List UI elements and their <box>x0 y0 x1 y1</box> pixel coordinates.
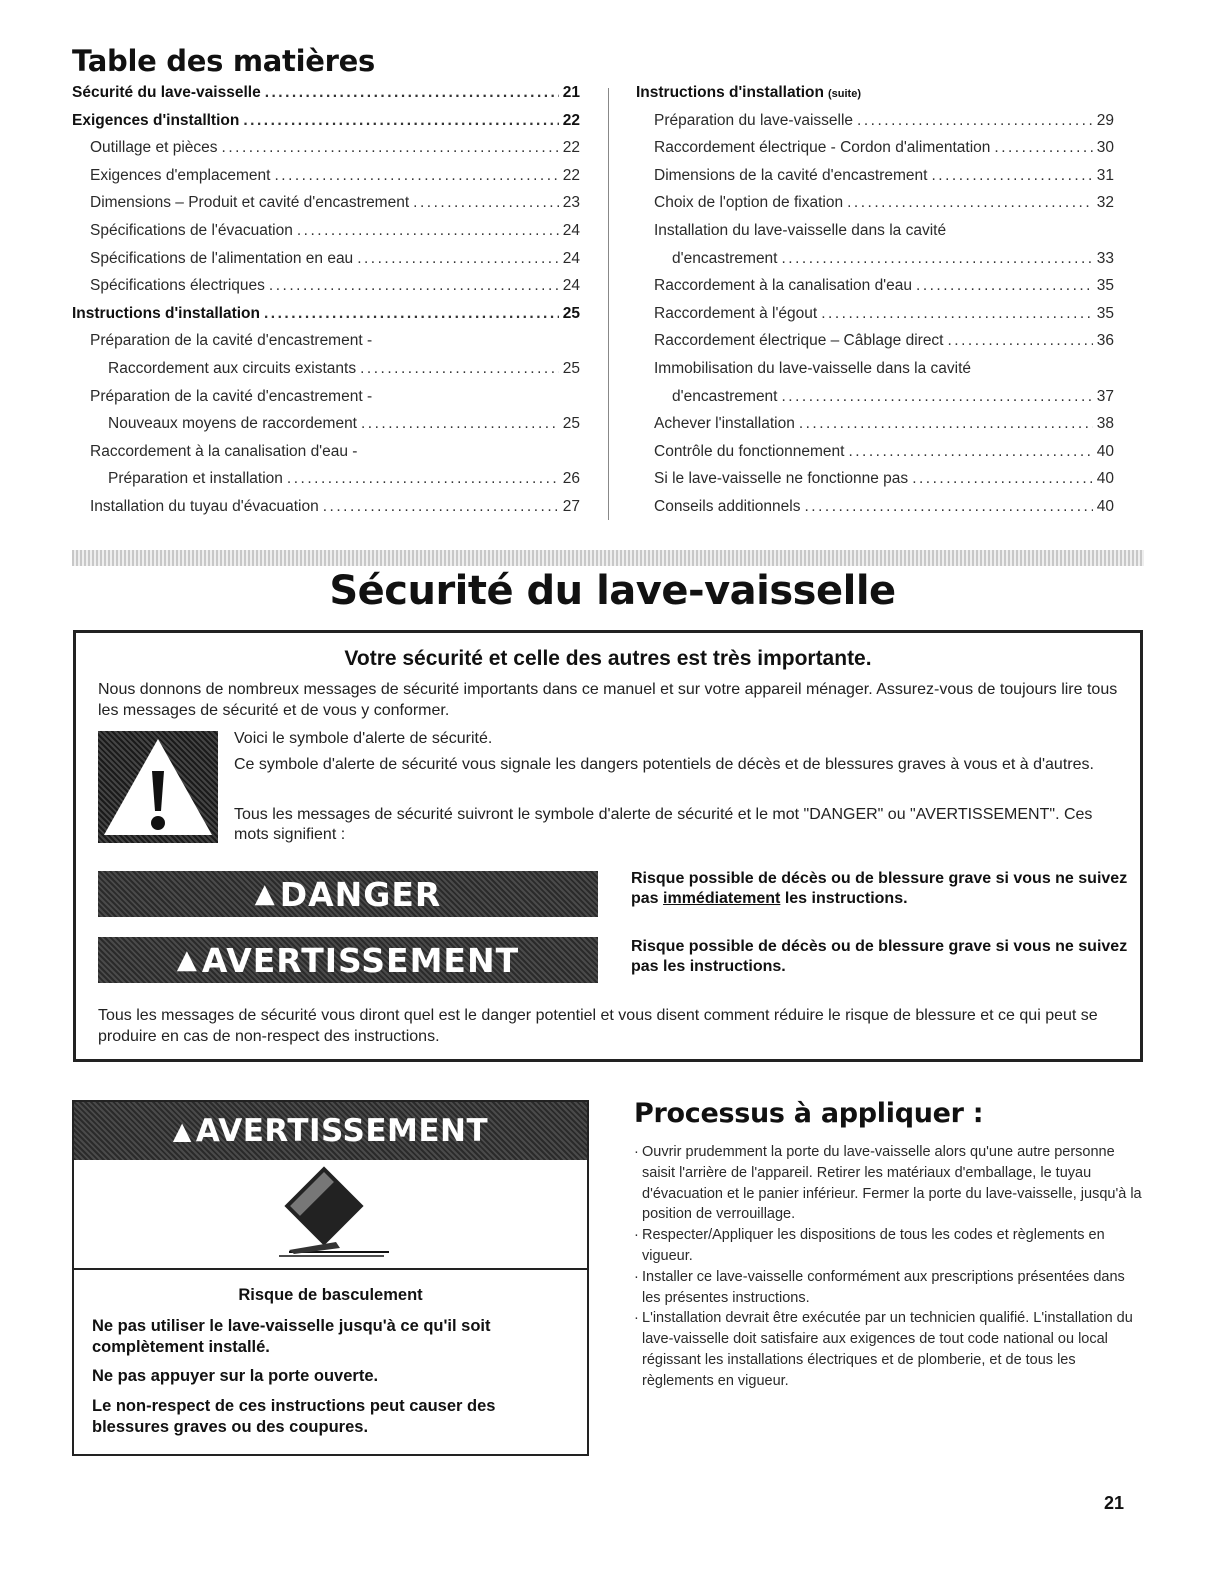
warning-line-2: Ne pas appuyer sur la porte ouverte. <box>92 1367 379 1385</box>
toc-entry-page: 40 <box>1096 442 1114 460</box>
toc-leader-dots <box>265 84 559 102</box>
toc-title: Table des matières <box>72 44 375 78</box>
toc-entry[interactable] <box>72 139 580 167</box>
safety-outro: Tous les messages de sécurité vous diront quel est le danger potentiel et vous disent comment réduire le risque de blessure et ce qui peut se produire en cas de non-respect des instructions. <box>98 1007 1098 1045</box>
symbol-line: Voici le symbole d'alerte de sécurité. <box>234 730 493 747</box>
toc-entry[interactable] <box>72 498 580 526</box>
toc-entry-page: 22 <box>562 166 580 184</box>
toc-entry[interactable] <box>72 250 580 278</box>
toc-entry-page: 37 <box>1096 387 1114 405</box>
process-item: · L'installation devrait être exécutée par un technicien qualifié. L'installation du lave-vaisselle doit satisfaire aux exigences de tout code national ou local régissant les installations électriques et de plomberie, et de tous les règlements en vigueur. <box>634 1308 1144 1391</box>
process-item: · Ouvrir prudemment la porte du lave-vaisselle alors qu'une autre personne saisit l'arrière de l'appareil. Retirer les matériaux d'emballage, le tuyau d'évacuation et le panier inférieur. Fermer la porte du lave-vaisselle, jusqu'à la position de verrouillage. <box>634 1142 1144 1225</box>
alert-triangle-icon <box>98 731 218 843</box>
toc-entry-title: Nouveaux moyens de raccordement <box>108 415 357 433</box>
toc-entry[interactable] <box>636 388 1114 416</box>
toc-entry[interactable] <box>72 222 580 250</box>
warning-signal-bar <box>98 937 598 983</box>
page-number: 21 <box>1104 1493 1125 1513</box>
safety-heading: Votre sécurité et celle des autres est très importante. <box>344 647 872 670</box>
process-title: Processus à appliquer : <box>634 1098 984 1129</box>
toc-entry-page: 31 <box>1096 166 1114 184</box>
toc-entry-page: 25 <box>562 304 580 322</box>
toc-entry-title: Spécifications de l'alimentation en eau <box>90 249 354 267</box>
toc-entry-title: Raccordement électrique - Cordon d'alimentation <box>654 139 991 157</box>
toc-entry-page: 21 <box>562 84 580 101</box>
toc-entry-page: 23 <box>562 194 580 212</box>
toc-entry-title: Raccordement à la canalisation d'eau - <box>90 442 358 460</box>
toc-entry[interactable] <box>636 360 1114 388</box>
toc-entry-title: Instructions d'installation <box>72 304 260 322</box>
toc-leader-dots <box>948 332 1093 350</box>
symbol-description: Ce symbole d'alerte de sécurité vous signale les dangers potentiels de décès et de blessures graves à vous et à d'autres. <box>234 756 1094 773</box>
warning-triangle-icon: ▲ <box>254 879 276 909</box>
toc-entry-page: 35 <box>1096 277 1114 295</box>
toc-leader-dots <box>243 112 558 130</box>
safety-intro: Nous donnons de nombreux messages de sécurité importants dans ce manuel et sur votre appareil ménager. Assurez-vous de toujours lire tous les messages de sécurité et de vous y conformer. <box>98 681 1118 719</box>
warning-line-3: Le non-respect de ces instructions peut causer des blessures graves ou des coupures. <box>92 1397 496 1436</box>
toc-right-header-suffix: (suite) <box>827 88 861 100</box>
toc-entry-title: Préparation et installation <box>108 470 283 488</box>
toc-entry[interactable] <box>636 250 1114 278</box>
toc-entry-title: Outillage et pièces <box>90 139 218 157</box>
toc-leader-dots <box>912 470 1093 488</box>
toc-column-divider <box>608 88 609 520</box>
toc-entry-page: 30 <box>1096 139 1114 157</box>
toc-entry-title: Achever l'installation <box>654 415 795 433</box>
toc-leader-dots <box>821 305 1093 323</box>
toc-leader-dots <box>804 498 1092 516</box>
toc-entry-page: 24 <box>562 249 580 267</box>
toc-leader-dots <box>916 277 1093 295</box>
toc-entry[interactable] <box>636 498 1114 526</box>
toc-entry-page: 40 <box>1096 470 1114 488</box>
toc-left-column <box>72 84 580 526</box>
toc-entry-title: Sécurité du lave-vaisselle <box>72 84 261 101</box>
safety-alert-icon <box>98 731 218 843</box>
toc-entry-title: Dimensions – Produit et cavité d'encastrement <box>90 194 410 212</box>
toc-entry[interactable] <box>72 470 580 498</box>
toc-entry-title: Préparation du lave-vaisselle <box>654 111 854 129</box>
toc-entry-title: Préparation de la cavité d'encastrement - <box>90 332 373 350</box>
process-item: · Installer ce lave-vaisselle conformément aux prescriptions présentées dans les présentes instructions. <box>634 1267 1144 1309</box>
tipping-warning-box <box>72 1100 589 1456</box>
danger-signal-bar <box>98 871 598 917</box>
danger-word: DANGER <box>279 874 442 914</box>
toc-leader-dots <box>297 222 559 240</box>
toc-entry[interactable] <box>72 167 580 195</box>
danger-description <box>631 869 1131 909</box>
toc-entry[interactable] <box>72 360 580 388</box>
toc-entry[interactable] <box>72 112 580 140</box>
toc-entry[interactable] <box>72 415 580 443</box>
toc-leader-dots <box>931 167 1092 185</box>
warning-box-header <box>74 1102 587 1160</box>
tipping-dishwasher-icon <box>74 1160 587 1268</box>
toc-right-header-text: Instructions d'installation <box>636 84 824 101</box>
process-item: · Respecter/Appliquer les dispositions de tous les codes et règlements en vigueur. <box>634 1225 1144 1267</box>
toc-leader-dots <box>274 167 558 185</box>
toc-leader-dots <box>357 250 559 268</box>
toc-entry-title: d'encastrement <box>672 249 778 267</box>
toc-leader-dots <box>847 194 1093 212</box>
toc-leader-dots <box>782 250 1093 268</box>
toc-entry[interactable] <box>636 139 1114 167</box>
toc-entry-page: 38 <box>1096 415 1114 433</box>
toc-leader-dots <box>799 415 1093 433</box>
process-list <box>634 1142 1144 1392</box>
toc-entry-page: 36 <box>1096 332 1114 350</box>
toc-entry[interactable] <box>636 277 1114 305</box>
toc-entry-page: 22 <box>562 111 580 129</box>
toc-entry[interactable] <box>72 305 580 333</box>
toc-entry-title: Spécifications de l'évacuation <box>90 221 293 239</box>
toc-leader-dots <box>264 305 559 323</box>
toc-entry-page: 32 <box>1096 194 1114 212</box>
toc-entry-page: 40 <box>1096 497 1114 515</box>
toc-entry-title: Raccordement à l'égout <box>654 304 818 322</box>
toc-entry-title: Choix de l'option de fixation <box>654 194 844 212</box>
toc-leader-dots <box>269 277 559 295</box>
warning-description: Risque possible de décès ou de blessure grave si vous ne suivez pas les instructions. <box>631 938 1128 975</box>
toc-entry-page: 25 <box>562 415 580 433</box>
toc-entry[interactable] <box>72 277 580 305</box>
toc-entry[interactable] <box>72 388 580 416</box>
toc-entry-title: Contrôle du fonctionnement <box>654 442 845 460</box>
warning-triangle-icon: ▲ <box>176 945 198 975</box>
danger-desc-pre: Risque possible de décès ou de blessure grave si vous ne suivez pas <box>631 870 1128 907</box>
toc-leader-dots <box>413 194 559 212</box>
toc-entry[interactable] <box>72 194 580 222</box>
toc-entry-title: Exigences d'installtion <box>72 111 240 129</box>
warning-triangle-icon: ▲ <box>172 1117 192 1145</box>
toc-entry-title: Dimensions de la cavité d'encastrement <box>654 166 928 184</box>
toc-entry-page: 29 <box>1096 111 1114 129</box>
toc-entry-title: Spécifications électriques <box>90 277 265 295</box>
toc-leader-dots <box>222 139 559 157</box>
toc-leader-dots <box>323 498 559 516</box>
warning-box-header-text: AVERTISSEMENT <box>195 1113 489 1149</box>
toc-entry[interactable] <box>636 443 1114 471</box>
toc-right-rows <box>636 112 1114 526</box>
toc-entry-page: 33 <box>1096 249 1114 267</box>
toc-leader-dots <box>361 415 559 433</box>
toc-entry[interactable] <box>636 167 1114 195</box>
toc-leader-dots <box>360 360 559 378</box>
toc-entry[interactable] <box>636 112 1114 140</box>
warning-caption: Risque de basculement <box>238 1286 423 1304</box>
toc-entry[interactable] <box>72 332 580 360</box>
toc-entry-page: 25 <box>562 359 580 377</box>
toc-entry-page: 22 <box>562 139 580 157</box>
toc-entry-page: 24 <box>562 221 580 239</box>
toc-entry-page: 27 <box>562 497 580 515</box>
toc-entry[interactable] <box>636 470 1114 498</box>
toc-entry-page: 24 <box>562 277 580 295</box>
toc-entry-title: Installation du tuyau d'évacuation <box>90 497 319 515</box>
toc-entry-title: Si le lave-vaisselle ne fonctionne pas <box>654 470 909 488</box>
tipping-hazard-illustration <box>74 1160 587 1270</box>
toc-entry[interactable] <box>636 305 1114 333</box>
toc-entry-title: Préparation de la cavité d'encastrement - <box>90 387 373 405</box>
toc-entry-title: Exigences d'emplacement <box>90 166 271 184</box>
safety-box <box>73 630 1143 1062</box>
toc-entry-title: Conseils additionnels <box>654 497 801 515</box>
toc-entry[interactable] <box>636 222 1114 250</box>
toc-entry-title: Raccordement à la canalisation d'eau <box>654 277 913 295</box>
toc-leader-dots <box>848 443 1092 461</box>
toc-entry-title: d'encastrement <box>672 387 778 405</box>
danger-desc-emphasis: immédiatement <box>663 890 781 907</box>
warning-line-1: Ne pas utiliser le lave-vaisselle jusqu'à ce qu'il soit complètement installé. <box>92 1317 491 1356</box>
section-divider <box>72 550 1144 566</box>
toc-entry-title: Raccordement aux circuits existants <box>108 359 357 377</box>
toc-entry[interactable] <box>636 332 1114 360</box>
toc-entry[interactable] <box>72 443 580 471</box>
toc-leader-dots <box>857 112 1093 130</box>
toc-leader-dots <box>782 388 1093 406</box>
toc-entry[interactable] <box>636 415 1114 443</box>
toc-entry-title: Installation du lave-vaisselle dans la cavité <box>654 221 947 239</box>
toc-entry[interactable] <box>72 84 580 112</box>
toc-leader-dots <box>287 470 559 488</box>
toc-right-column <box>636 84 1114 526</box>
danger-desc-post: les instructions. <box>780 890 908 907</box>
symbol-follow-text: Tous les messages de sécurité suivront le symbole d'alerte de sécurité et le mot "DANGER" ou "AVERTISSEMENT". Ces mots signifient : <box>234 806 1093 843</box>
toc-right-header[interactable] <box>636 84 1114 112</box>
toc-entry-page: 35 <box>1096 304 1114 322</box>
toc-leader-dots <box>994 139 1092 157</box>
section-title: Sécurité du lave-vaisselle <box>329 568 896 614</box>
toc-entry-title: Immobilisation du lave-vaisselle dans la cavité <box>654 359 972 377</box>
warning-word: AVERTISSEMENT <box>201 940 520 980</box>
toc-entry[interactable] <box>636 194 1114 222</box>
toc-entry-page: 26 <box>562 470 580 488</box>
toc-entry-title: Raccordement électrique – Câblage direct <box>654 332 944 350</box>
